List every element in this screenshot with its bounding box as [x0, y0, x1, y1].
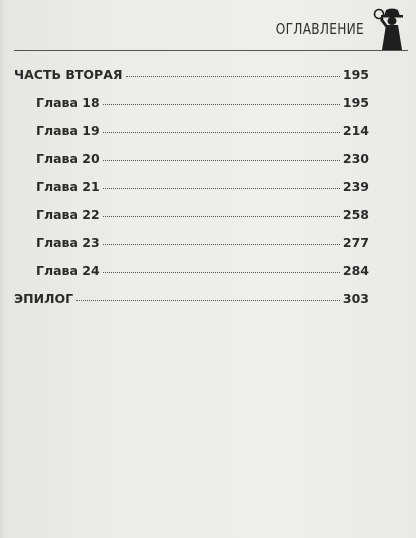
toc-entry-label: Глава 19 — [36, 123, 100, 138]
detective-icon — [372, 2, 412, 50]
toc-leader-dots — [126, 76, 340, 77]
toc-entry — [36, 207, 369, 222]
toc-entry-page: 195 — [342, 67, 369, 82]
toc-entry-label: ЧАСТЬ ВТОРАЯ — [14, 67, 123, 82]
toc-entry — [36, 95, 369, 110]
toc-entry-label: Глава 20 — [36, 151, 100, 166]
toc-entry — [36, 123, 369, 138]
toc-entry-label: Глава 21 — [36, 179, 100, 194]
toc-entry-page: 284 — [342, 263, 369, 278]
toc-entry-page: 214 — [342, 123, 369, 138]
page-title: ОГЛАВЛЕНИЕ — [275, 20, 364, 38]
toc-entry — [14, 291, 369, 306]
toc-leader-dots — [103, 160, 340, 161]
toc-entry-page: 277 — [342, 235, 369, 250]
toc-entry-label: Глава 23 — [36, 235, 100, 250]
toc-entry-page: 239 — [342, 179, 369, 194]
toc-leader-dots — [103, 216, 340, 217]
gutter-shadow — [0, 0, 6, 538]
toc-entry — [36, 235, 369, 250]
toc-leader-dots — [103, 272, 340, 273]
toc-leader-dots — [103, 132, 340, 133]
toc-entry-label: ЭПИЛОГ — [14, 291, 74, 306]
toc-leader-dots — [103, 244, 340, 245]
toc-entry — [36, 151, 369, 166]
toc-entry-page: 258 — [342, 207, 369, 222]
toc-entry — [36, 179, 369, 194]
toc-leader-dots — [103, 104, 340, 105]
toc-entry-label: Глава 22 — [36, 207, 100, 222]
toc-entry-label: Глава 24 — [36, 263, 100, 278]
toc-entry — [36, 263, 369, 278]
header-rule — [14, 50, 408, 51]
toc-entry-page: 303 — [342, 291, 369, 306]
toc-entry-page: 230 — [342, 151, 369, 166]
toc-leader-dots — [103, 188, 340, 189]
toc-entry-page: 195 — [342, 95, 369, 110]
toc-entry-label: Глава 18 — [36, 95, 100, 110]
toc-entry — [14, 67, 369, 82]
toc-leader-dots — [76, 300, 340, 301]
page-header — [0, 0, 416, 50]
